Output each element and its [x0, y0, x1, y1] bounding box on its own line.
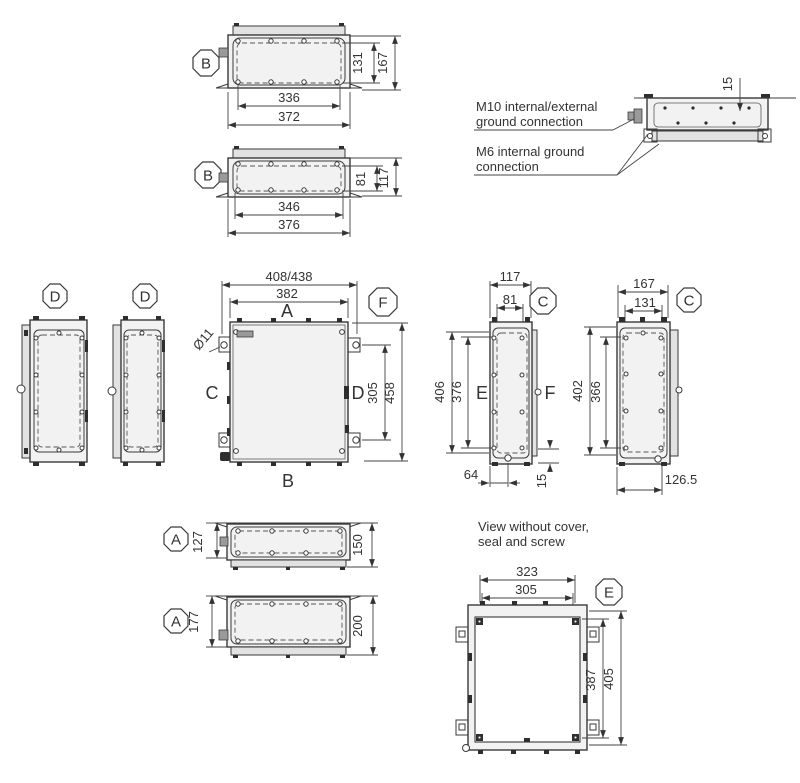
side-label-b: B: [281, 471, 295, 491]
dim-458: 458: [382, 382, 397, 404]
dim-372: 372: [278, 109, 300, 124]
dim-402: 402: [570, 380, 585, 402]
dim-81: 81: [502, 292, 518, 307]
view-badge-f: [369, 288, 397, 316]
dim-405: 405: [601, 668, 616, 690]
dim-305: 305: [365, 382, 380, 404]
view-b-top-2: [195, 146, 402, 237]
side-label-a: A: [280, 301, 294, 321]
badge-letter: A: [170, 613, 182, 631]
view-main-front: [190, 269, 408, 491]
dim-117: 117: [376, 167, 391, 189]
side-label-d: D: [351, 383, 365, 403]
view-c-side-2: [570, 276, 701, 495]
dim-305: 305: [515, 582, 537, 597]
dim-406: 406: [432, 381, 447, 403]
view-badge-e: [596, 579, 622, 605]
dim-167: 167: [633, 276, 655, 291]
dim-376: 376: [278, 217, 300, 232]
dim-15-foot: 15: [534, 473, 549, 489]
dim-323: 323: [516, 564, 538, 579]
view-badge-c2: [677, 288, 701, 312]
dim-346: 346: [278, 199, 300, 214]
badge-letter: A: [170, 531, 182, 549]
badge-letter: C: [537, 293, 549, 311]
m6-ground-label-line2: connection: [476, 159, 539, 174]
dim-336: 336: [278, 90, 300, 105]
dim-376: 376: [449, 381, 464, 403]
dim-15-ground: 15: [720, 76, 735, 92]
nameplate: [237, 331, 253, 337]
view-ground-detail: [474, 77, 796, 175]
side-label-c: C: [205, 383, 219, 403]
m10-ground-label-line2: ground connection: [476, 114, 583, 129]
view-badge-a2: [164, 609, 188, 633]
dim-387: 387: [583, 669, 598, 691]
view-b-top-1: [193, 23, 401, 129]
latch: [344, 386, 349, 399]
dim-366: 366: [588, 381, 603, 403]
face-label-f: F: [544, 383, 556, 403]
dim-150: 150: [350, 534, 365, 556]
dim-200: 200: [350, 615, 365, 637]
dim-117: 117: [499, 269, 521, 284]
view-note-line2: seal and screw: [478, 534, 565, 549]
dim-hole-dia: Ø11: [189, 325, 217, 353]
view-a-bottom-1: [164, 523, 378, 570]
dim-177: 177: [186, 611, 201, 633]
view-badge-d1: [43, 284, 67, 308]
dim-127: 127: [190, 531, 205, 553]
view-d-side-2: [108, 284, 165, 466]
view-badge-b1: [193, 50, 219, 76]
dim-167: 167: [375, 52, 390, 74]
m10-ground-label-line1: M10 internal/external: [476, 99, 598, 114]
dim-126-5: 126.5: [664, 472, 698, 487]
view-badge-b2: [195, 162, 221, 188]
badge-letter: C: [683, 292, 695, 310]
view-note-line1: View without cover,: [478, 519, 590, 534]
view-badge-c1: [530, 288, 556, 314]
dim-64: 64: [463, 467, 479, 482]
view-e-open: [456, 519, 627, 754]
badge-letter: B: [200, 55, 212, 73]
dim-382: 382: [276, 286, 298, 301]
badge-letter: B: [202, 167, 214, 185]
view-d-side-1: [17, 284, 88, 466]
dim-131: 131: [350, 52, 365, 74]
face-label-e: E: [475, 383, 489, 403]
view-badge-d2: [133, 284, 157, 308]
view-c-side-1: [432, 269, 559, 488]
ground-bolt: [220, 452, 230, 461]
view-badge-a1: [164, 527, 188, 551]
dim-408-438: 408/438: [265, 269, 313, 284]
badge-letter: D: [139, 288, 151, 306]
badge-letter: D: [49, 288, 61, 306]
m6-ground-label-line1: M6 internal ground: [476, 144, 585, 159]
view-a-bottom-2: [164, 596, 378, 658]
badge-letter: E: [603, 584, 615, 602]
badge-letter: F: [378, 294, 388, 312]
dim-131: 131: [634, 295, 656, 310]
dim-81: 81: [353, 171, 368, 187]
